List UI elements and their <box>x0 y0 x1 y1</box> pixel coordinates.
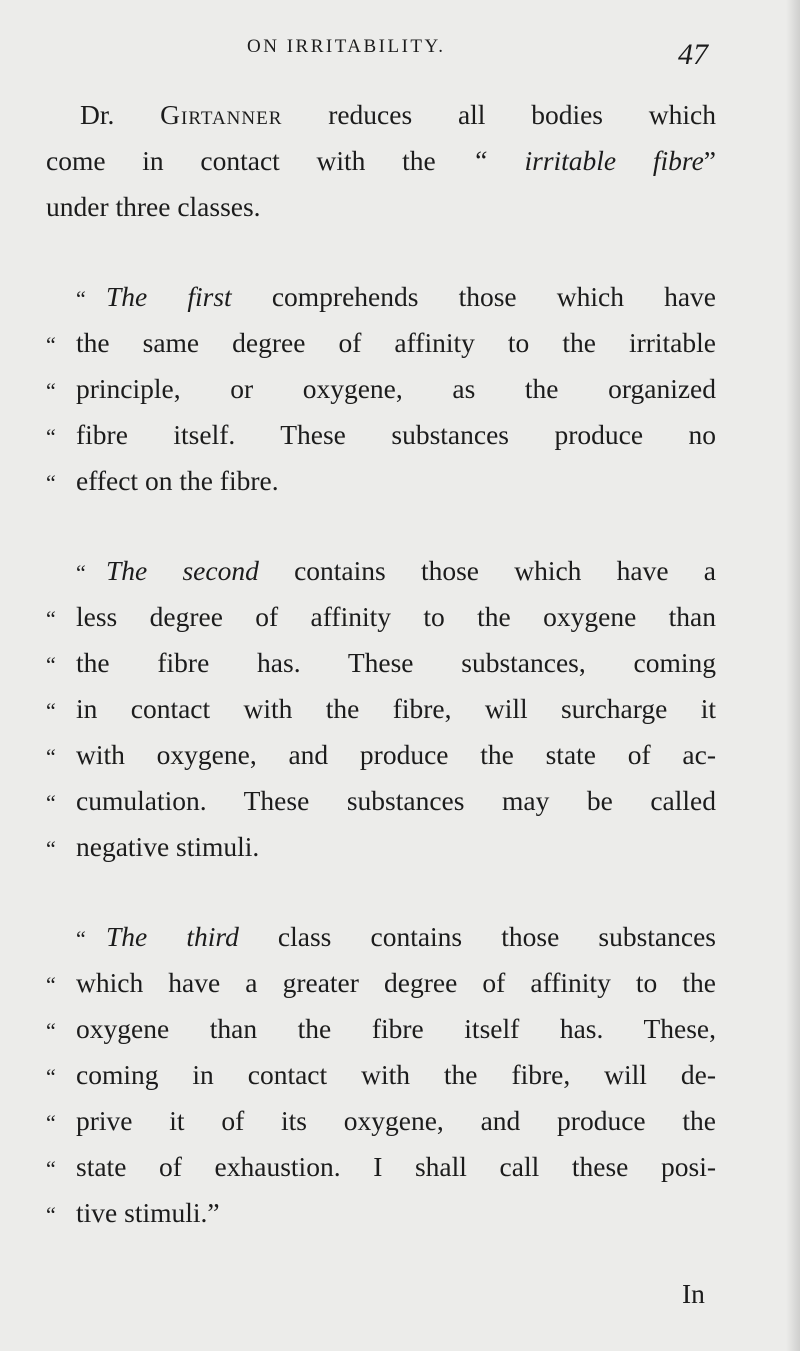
quote-mark: “ <box>76 560 86 585</box>
text-line <box>46 548 716 594</box>
text-line <box>46 960 716 1006</box>
quote-mark: “ <box>46 1064 56 1089</box>
quote-mark: “ <box>46 1202 56 1227</box>
quote-mark: “ <box>46 332 56 357</box>
text-line <box>46 594 716 640</box>
page-number: 47 <box>678 38 708 71</box>
text-span: the same degree of affinity to the irritable <box>76 327 716 358</box>
text-line <box>46 732 716 778</box>
text-span: ” <box>703 145 717 176</box>
italic-phrase: The third <box>106 921 239 952</box>
page-body <box>46 92 716 1236</box>
text-span: cumulation. These substances may be called <box>76 785 716 816</box>
quote-mark: “ <box>46 1110 56 1135</box>
paragraph-4 <box>46 914 716 1236</box>
text-span: state of exhaustion. I shall call these posi- <box>76 1151 716 1182</box>
quote-mark: “ <box>76 286 86 311</box>
text-line <box>46 320 716 366</box>
text-span: come in contact with the <box>46 145 473 176</box>
text-line <box>46 914 716 960</box>
text-span: less degree of affinity to the oxygene than <box>76 601 716 632</box>
quote-mark: “ <box>46 1018 56 1043</box>
text-span: contains those which have a <box>258 555 716 586</box>
text-span: under three classes. <box>46 191 261 222</box>
text-span: which have a greater degree of affinity to the <box>76 967 716 998</box>
text-line <box>46 1098 716 1144</box>
text-span: oxygene than the fibre itself has. These, <box>76 1013 716 1044</box>
text-line <box>46 1052 716 1098</box>
quote-mark: “ <box>46 790 56 815</box>
paragraph-2 <box>46 274 716 504</box>
quote-mark: “ <box>46 744 56 769</box>
quote-mark: “ <box>46 1156 56 1181</box>
text-line <box>46 824 716 870</box>
text-span: comprehends those which have <box>231 281 716 312</box>
text-span: class contains those substances <box>238 921 717 952</box>
quote-mark: “ <box>46 470 56 495</box>
text-span: reduces all bodies which <box>282 99 716 130</box>
quote-mark: “ <box>46 698 56 723</box>
text-span: tive stimuli.” <box>76 1197 220 1228</box>
text-span: fibre itself. These substances produce no <box>76 419 716 450</box>
text-span: Dr. <box>80 99 161 130</box>
text-line <box>46 640 716 686</box>
italic-phrase: The second <box>106 555 259 586</box>
author-name: Girtanner <box>160 99 283 130</box>
italic-phrase: “ irritable fibre <box>472 145 704 176</box>
text-line <box>46 686 716 732</box>
text-span: principle, or oxygene, as the organized <box>76 373 716 404</box>
quote-mark: “ <box>46 378 56 403</box>
quote-mark: “ <box>46 606 56 631</box>
text-line <box>46 1006 716 1052</box>
italic-phrase: The first <box>106 281 232 312</box>
text-span: in contact with the fibre, will surcharge it <box>76 693 716 724</box>
text-span: effect on the fibre. <box>76 465 279 496</box>
text-line <box>46 1144 716 1190</box>
text-span: negative stimuli. <box>76 831 260 862</box>
paragraph-3 <box>46 548 716 870</box>
paragraph-1 <box>46 92 716 230</box>
text-line <box>46 366 716 412</box>
text-line <box>46 778 716 824</box>
page-edge-shadow <box>786 0 800 1351</box>
text-line <box>46 412 716 458</box>
text-span: with oxygene, and produce the state of ac- <box>76 739 716 770</box>
quote-mark: “ <box>46 836 56 861</box>
page-header <box>0 34 800 74</box>
running-title: ON IRRITABILITY. <box>247 36 446 57</box>
quote-mark: “ <box>46 652 56 677</box>
quote-mark: “ <box>46 424 56 449</box>
text-span: prive it of its oxygene, and produce the <box>76 1105 716 1136</box>
text-span: coming in contact with the fibre, will de- <box>76 1059 716 1090</box>
text-line <box>46 138 716 184</box>
quote-mark: “ <box>76 926 86 951</box>
text-line <box>46 274 716 320</box>
text-line <box>46 92 716 138</box>
text-line <box>46 1190 716 1236</box>
text-line <box>46 458 716 504</box>
quote-mark: “ <box>46 972 56 997</box>
catchword: In <box>682 1278 705 1309</box>
text-span: the fibre has. These substances, coming <box>76 647 716 678</box>
text-line <box>46 184 716 230</box>
